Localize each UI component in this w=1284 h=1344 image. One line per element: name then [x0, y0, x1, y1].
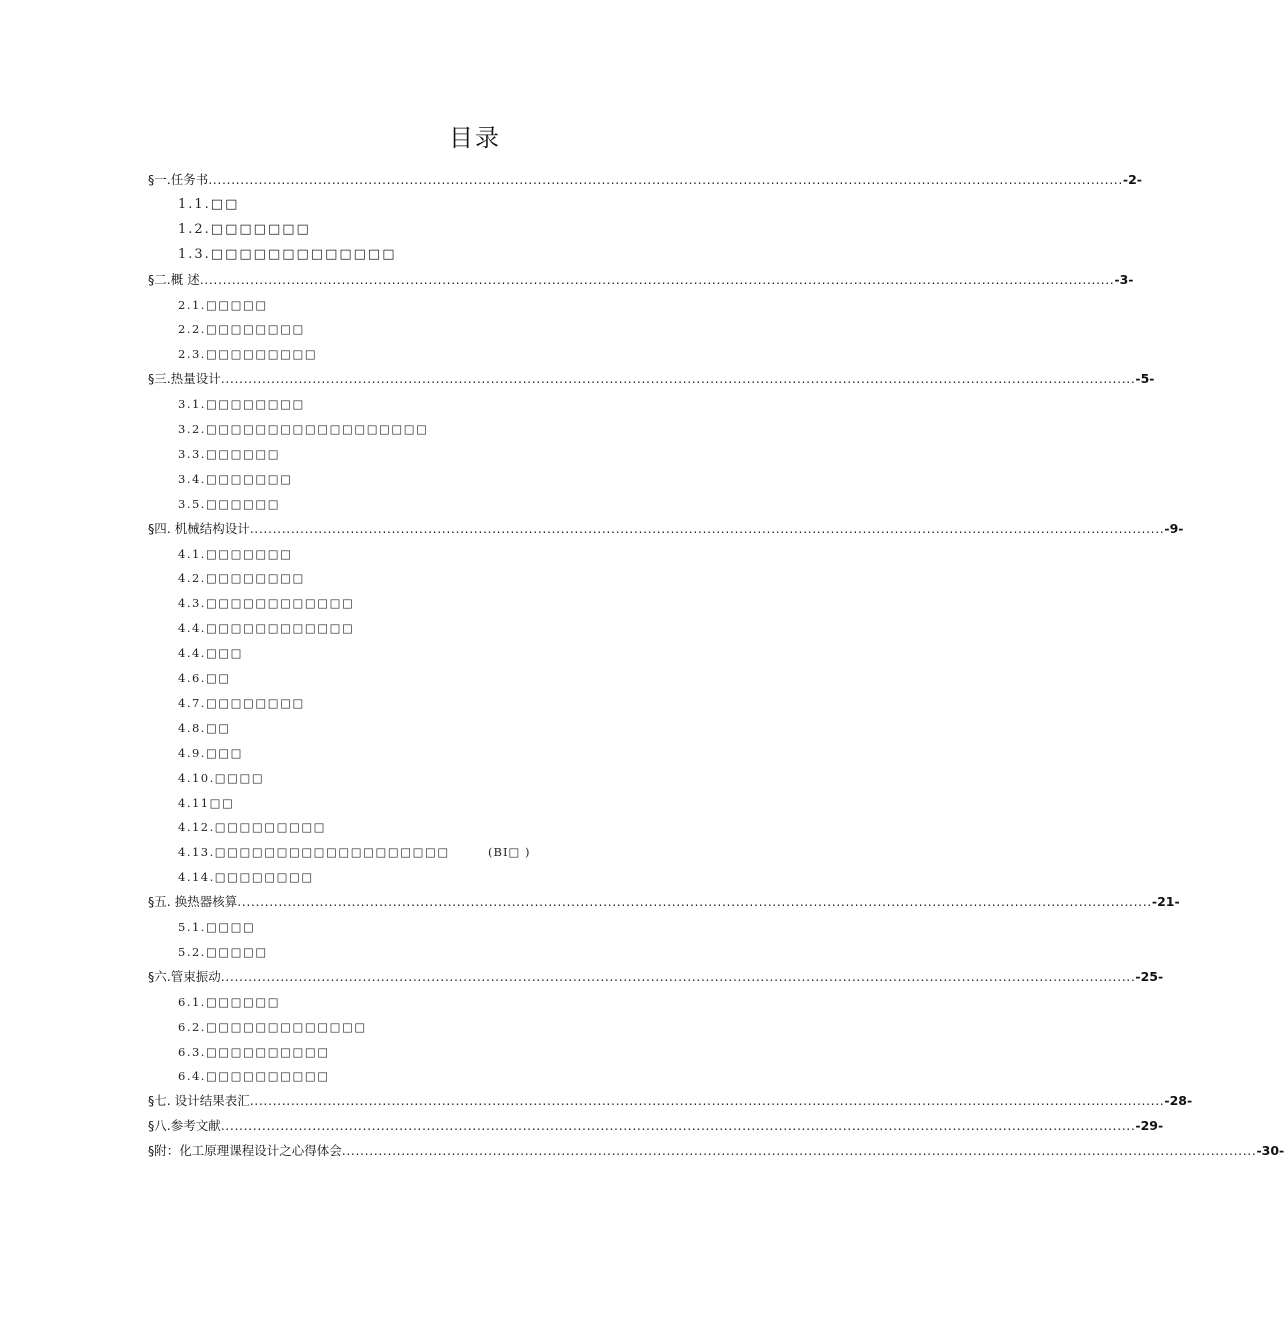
- toc-section-label: 4.6.□□: [178, 671, 231, 685]
- toc-chapter-label: §八.参考文献: [148, 1118, 221, 1134]
- toc-section-label: 2.3.□□□□□□□□□: [178, 347, 318, 362]
- toc-section-entry[interactable]: [178, 244, 396, 266]
- toc-section-label: 5.2.□□□□□: [178, 944, 268, 959]
- toc-section-label: 4.2.□□□□□□□□: [178, 571, 305, 586]
- dot-leader: ........................................................................................................................................................................................................: [220, 968, 1136, 984]
- toc-section-label: 4.8.□□: [178, 720, 231, 735]
- toc-section-label: 3.2.□□□□□□□□□□□□□□□□□□: [178, 422, 429, 436]
- toc-section-label: 4.4.□□□□□□□□□□□□: [178, 621, 355, 636]
- toc-chapter-label: §五. 换热器核算: [148, 894, 238, 910]
- toc-page-number: -28-: [1164, 1093, 1193, 1109]
- toc-chapter-entry[interactable]: [148, 966, 1164, 988]
- toc-section-entry[interactable]: [178, 841, 531, 863]
- toc-section-entry[interactable]: [178, 294, 268, 316]
- toc-section-entry[interactable]: [178, 816, 326, 838]
- toc-chapter-label: §一.任务书: [148, 172, 209, 187]
- toc-section-label: 4.10.□□□□: [178, 770, 265, 785]
- toc-section-label: 4.14.□□□□□□□□: [178, 870, 314, 885]
- toc-section-entry[interactable]: [178, 1065, 330, 1087]
- toc-section-label: 6.3.□□□□□□□□□□: [178, 1044, 330, 1059]
- toc-chapter-entry[interactable]: [148, 269, 1134, 291]
- toc-section-label: 4.13.□□□□□□□□□□□□□□□□□□□: [178, 845, 450, 860]
- toc-section-entry[interactable]: [178, 941, 268, 963]
- toc-chapter-entry[interactable]: [148, 1115, 1164, 1137]
- toc-section-entry[interactable]: [178, 468, 293, 490]
- dot-leader: ........................................................................................................................................................................................................: [199, 271, 1115, 287]
- toc-section-label: 6.2.□□□□□□□□□□□□□: [178, 1019, 367, 1034]
- toc-section-entry[interactable]: [178, 343, 317, 365]
- toc-section-label: 5.1.□□□□: [178, 920, 256, 934]
- toc-section-label: 3.4.□□□□□□□: [178, 471, 293, 486]
- toc-section-entry[interactable]: [178, 543, 293, 565]
- toc-section-entry[interactable]: [178, 592, 354, 614]
- toc-section-label: 1.2.□□□□□□□: [178, 221, 311, 237]
- toc-section-entry[interactable]: [178, 667, 231, 689]
- toc-section-entry[interactable]: [178, 567, 305, 589]
- toc-chapter-entry[interactable]: [148, 1140, 1284, 1162]
- dot-leader: ........................................................................................................................................................................................................: [237, 894, 1152, 910]
- dot-leader: ........................................................................................................................................................................................................: [249, 520, 1165, 536]
- toc-section-entry[interactable]: [178, 617, 354, 639]
- toc-section-label: 2.1.□□□□□: [178, 297, 268, 312]
- toc-section-entry[interactable]: [178, 991, 280, 1013]
- toc-chapter-entry[interactable]: [148, 518, 1184, 540]
- toc-section-entry[interactable]: [178, 318, 305, 340]
- toc-section-label: 4.7.□□□□□□□□: [178, 695, 305, 710]
- toc-section-label: 1.3.□□□□□□□□□□□□□: [178, 246, 397, 262]
- toc-section-note: (BI□ ): [488, 845, 531, 860]
- toc-chapter-label: §六.管束振动: [148, 968, 221, 984]
- toc-chapter-entry[interactable]: [148, 368, 1155, 390]
- toc-page-number: -29-: [1135, 1118, 1164, 1134]
- dot-leader: ........................................................................................................................................................................................................: [341, 1143, 1257, 1159]
- toc-section-label: 4.1.□□□□□□□: [178, 546, 293, 561]
- toc-section-label: 4.12.□□□□□□□□□: [178, 820, 327, 835]
- toc-page-number: -21-: [1151, 894, 1180, 910]
- toc-section-entry[interactable]: [178, 916, 255, 938]
- page-title: 目录: [449, 124, 501, 152]
- toc-section-entry[interactable]: [178, 393, 305, 415]
- dot-leader: ........................................................................................................................................................................................................: [220, 371, 1136, 387]
- toc-chapter-label: §二.概 述: [148, 271, 200, 287]
- toc-page-number: -9-: [1164, 520, 1184, 536]
- toc-section-label: 3.1.□□□□□□□□: [178, 397, 305, 412]
- toc-chapter-entry[interactable]: [148, 169, 1142, 191]
- toc-section-label: 2.2.□□□□□□□□: [178, 322, 305, 337]
- toc-section-entry[interactable]: [178, 219, 311, 241]
- toc-section-label: 3.5.□□□□□□: [178, 496, 281, 511]
- toc-chapter-entry[interactable]: [148, 1090, 1193, 1112]
- toc-page-number: -2-: [1122, 172, 1142, 187]
- toc-section-label: 4.11□□: [178, 795, 235, 810]
- dot-leader: ........................................................................................................................................................................................................: [220, 1118, 1136, 1134]
- toc-chapter-label: §附：化工原理课程设计之心得体会: [148, 1143, 342, 1159]
- toc-section-entry[interactable]: [178, 866, 314, 888]
- toc-section-label: 3.3.□□□□□□: [178, 446, 281, 461]
- toc-section-label: 4.3.□□□□□□□□□□□□: [178, 596, 355, 611]
- toc-section-entry[interactable]: [178, 1041, 330, 1063]
- toc-page-number: -5-: [1135, 371, 1155, 387]
- toc-section-entry[interactable]: [178, 692, 305, 714]
- dot-leader: ........................................................................................................................................................................................................: [208, 172, 1123, 187]
- toc-section-entry[interactable]: [178, 717, 231, 739]
- toc-section-entry[interactable]: [178, 493, 280, 515]
- toc-chapter-label: §四. 机械结构设计: [148, 520, 250, 536]
- toc-section-entry[interactable]: [178, 792, 234, 814]
- toc-section-entry[interactable]: [178, 1016, 367, 1038]
- dot-leader: ........................................................................................................................................................................................................: [249, 1093, 1165, 1109]
- toc-page-number: -30-: [1256, 1143, 1284, 1159]
- toc-section-entry[interactable]: [178, 194, 239, 216]
- toc-section-entry[interactable]: [178, 418, 429, 440]
- toc-chapter-label: §三.热量设计: [148, 371, 221, 387]
- toc-section-entry[interactable]: [178, 443, 280, 465]
- toc-section-label: 6.1.□□□□□□: [178, 994, 281, 1009]
- toc-section-label: 4.9.□□□: [178, 745, 244, 760]
- toc-section-entry[interactable]: [178, 642, 243, 664]
- toc-section-label: 1.1.□□: [178, 196, 240, 212]
- toc-page-number: -25-: [1135, 968, 1164, 984]
- toc-section-entry[interactable]: [178, 767, 264, 789]
- toc-chapter-label: §七. 设计结果表汇: [148, 1093, 250, 1109]
- toc-section-entry[interactable]: [178, 742, 243, 764]
- toc-chapter-entry[interactable]: [148, 891, 1180, 913]
- toc-page-number: -3-: [1114, 271, 1134, 287]
- toc-section-label: 4.4.□□□: [178, 646, 244, 661]
- toc-section-label: 6.4.□□□□□□□□□□: [178, 1069, 330, 1084]
